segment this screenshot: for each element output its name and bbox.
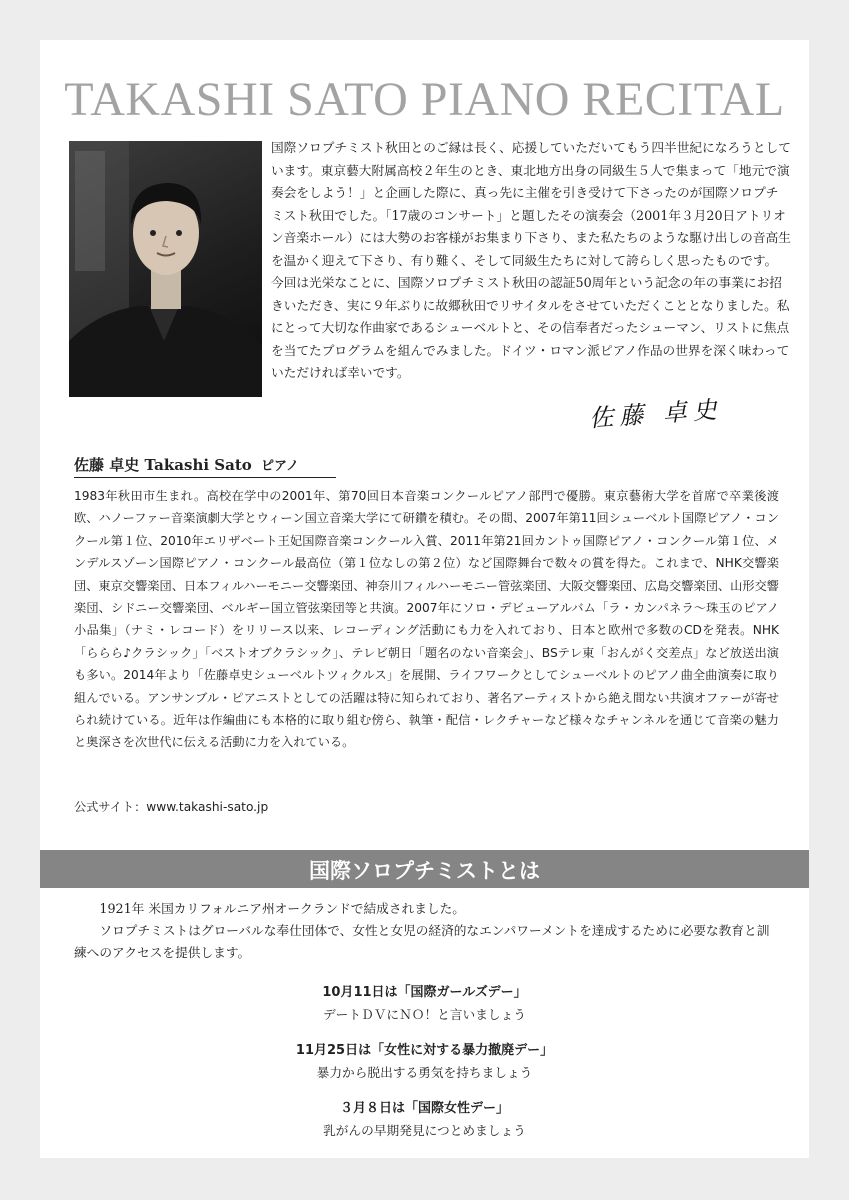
about-text: [74, 898, 779, 964]
profile-instrument: ピアノ: [261, 459, 299, 474]
about-heading: 国際ソロプチミストとは: [309, 859, 540, 883]
signature: 佐藤 卓史: [588, 395, 724, 433]
about-heading-bar: [40, 850, 809, 888]
profile-name: 佐藤 卓史 Takashi Sato: [74, 456, 252, 474]
awareness-day-girls: [40, 982, 809, 1026]
recital-title: TAKASHI SATO PIANO RECITAL: [64, 73, 785, 126]
day-title: 11月25日は「女性に対する暴力撤廃デー」: [295, 1043, 554, 1058]
intro-message: [271, 137, 791, 385]
pianist-photo: [69, 141, 262, 397]
day-message: 暴力から脱出する勇気を持ちましょう: [316, 1065, 533, 1080]
day-title: ３月８日は「国際女性デー」: [339, 1101, 509, 1116]
day-title: 10月11日は「国際ガールズデー」: [322, 985, 527, 1000]
official-website: 公式サイト：www.takashi-sato.jp: [74, 800, 269, 814]
about-paragraph-1: 1921年 米国カリフォルニア州オークランドで結成されました。: [99, 901, 465, 916]
intro-paragraph-2: 今回は光栄なことに、国際ソロプチミスト秋田の認証50周年という記念の年の事業にお招きいただき、実に９年ぶりに故郷秋田でリサイタルをさせていただくこととなりました。私にとって大切な作曲家であるシューベルトと、その信奉者だったシューマン、リストに焦点を当てたプログラムを組んでみました。ドイツ・ロマン派ピアノ作品の世界を深く味わっていただければ幸いです。: [271, 275, 790, 380]
about-paragraph-2: ソロプチミストはグローバルな奉仕団体で、女性と女児の経済的なエンパワーメントを達成するために必要な教育と訓練へのアクセスを提供します。: [74, 923, 770, 960]
awareness-day-violence: [40, 1040, 809, 1084]
flyer-page: [40, 40, 809, 1158]
awareness-day-women: [40, 1098, 809, 1142]
profile-bio: 1983年秋田市生まれ。高校在学中の2001年、第70回日本音楽コンクールピアノ部門で優勝。東京藝術大学を首席で卒業後渡欧、ハノーファー音楽演劇大学とウィーン国立音楽大学にて研鑽を積む。その間、2007年第11回シューベルト国際ピアノ・コンクール第１位、2010年エリザベート王妃国際音楽コンクール入賞、2011年第21回カントゥ国際ピアノ・コンクール第１位、メンデルスゾーン国際ピアノ・コンクール最高位（第１位なしの第２位）など国際舞台で数々の賞を得た。これまで、NHK交響楽団、東京交響楽団、日本フィルハーモニー交響楽団、神奈川フィルハーモニー管弦楽団、大阪交響楽団、広島交響楽団、山形交響楽団、シドニー交響楽団、ベルギー国立管弦楽団等と共演。2007年にソロ・デビューアルバム「ラ・カンパネラ～珠玉のピアノ小品集」（ナミ・レコード）をリリース以来、レコーディング活動にも力を入れており、日本と欧州で多数のCDを発表。NHK「ららら♪クラシック」「ベストオブクラシック」、テレビ朝日「題名のない音楽会」、BSテレ東「おんがく交差点」など放送出演も多い。2014年より「佐藤卓史シューベルトツィクルス」を展開、ライフワークとしてシューベルトのピアノ曲全曲演奏に取り組んでいる。アンサンブル・ピアニストとしての活躍は特に知られており、著名アーティストから絶え間ない共演オファーが寄せられ続けている。近年は作編曲にも本格的に取り組む傍ら、執筆・配信・レクチャーなど様々なチャンネルを通じて音楽の魅力と奥深さを次世代に伝える活動に力を入れている。: [74, 489, 779, 750]
profile-underline: [74, 477, 336, 478]
day-message: 乳がんの早期発見につとめましょう: [323, 1123, 526, 1138]
profile-heading: [74, 454, 299, 475]
day-message: デートＤＶにＮＯ！と言いましょう: [323, 1007, 526, 1022]
intro-paragraph-1: 国際ソロプチミスト秋田とのご縁は長く、応援していただいてもう四半世紀になろうとしています。東京藝大附属高校２年生のとき、東北地方出身の同級生５人で集まって「地元で演奏会をしよう！」と企画した際に、真っ先に主催を引き受けて下さったのが国際ソロプチミスト秋田でした。「17歳のコンサート」と題したその演奏会（2001年３月20日アトリオン音楽ホール）には大勢のお客様がお集まり下さり、また私たちのような駆け出しの音高生を温かく迎えて下さり、有り難く、そして同級生たちに対して誇らしく思ったものです。: [271, 140, 791, 268]
pianist-portrait-illustration: [69, 141, 262, 397]
